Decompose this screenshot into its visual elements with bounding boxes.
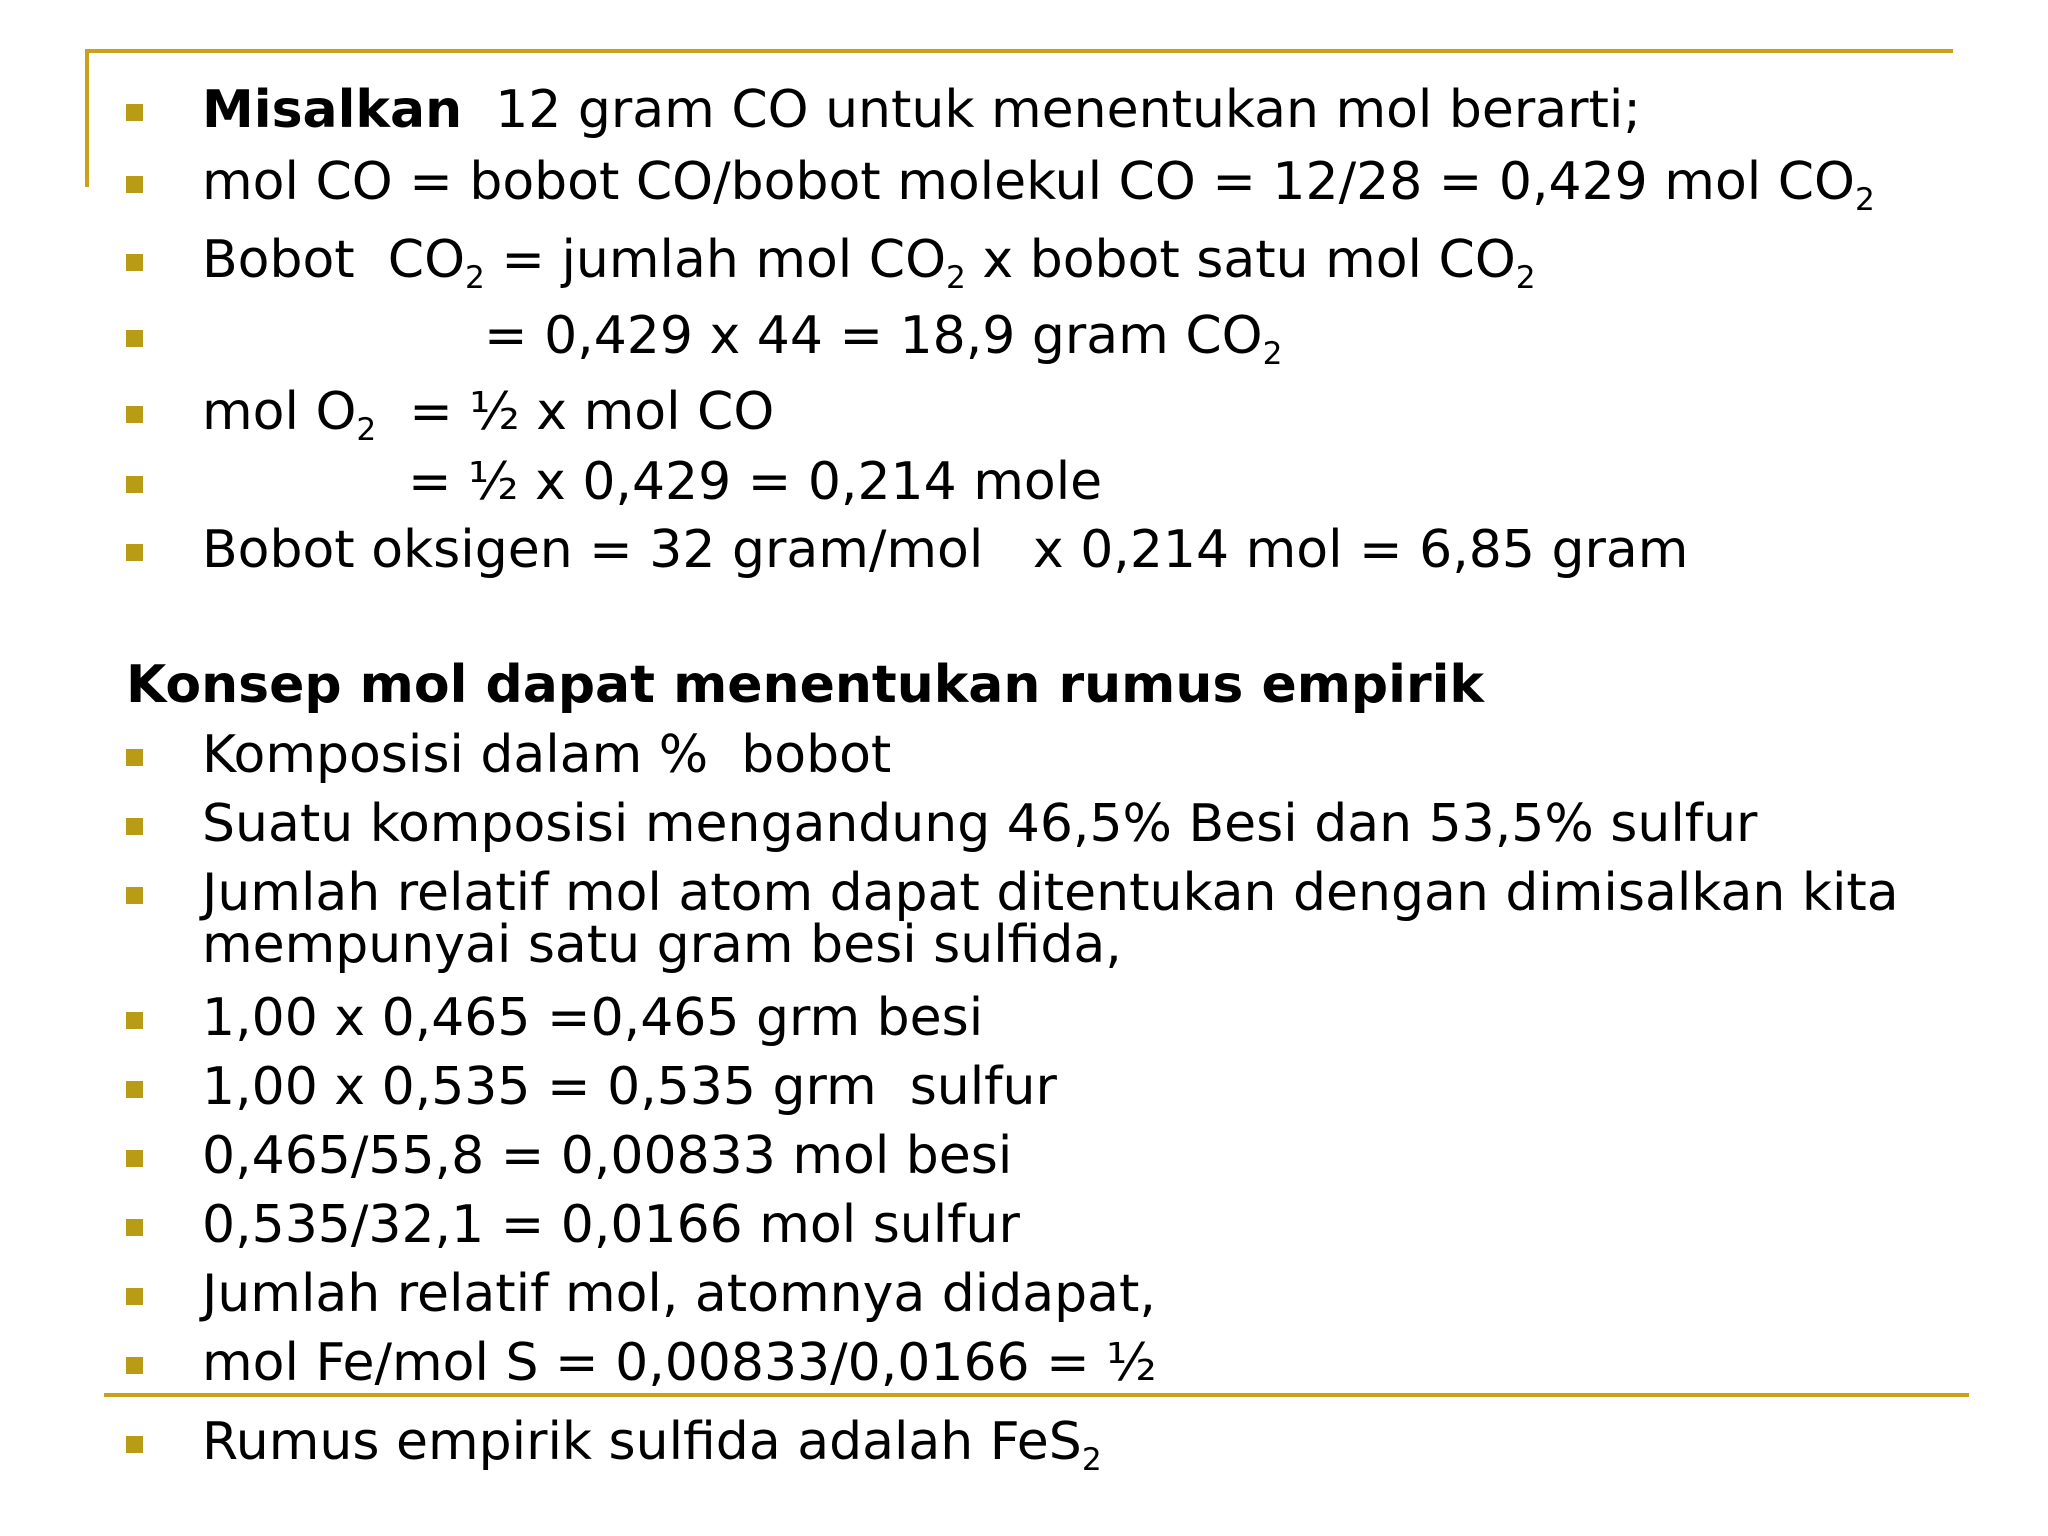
- bullet-square-icon: [126, 176, 143, 193]
- bullet-square-icon: [126, 544, 143, 561]
- frame-bottom-rule: [104, 1393, 1969, 1397]
- item-text: Bobot CO: [202, 230, 465, 290]
- frame-top-rule: [85, 49, 1953, 53]
- bullet-square-icon: [126, 1081, 143, 1098]
- item-text: Suatu komposisi mengandung 46,5% Besi dan 53,5% sulfur: [202, 794, 1758, 854]
- subscript: 2: [1081, 1441, 1102, 1478]
- item-text: mol Fe/mol S = 0,00833/0,0166 = ½: [202, 1333, 1157, 1393]
- bullet-square-icon: [126, 406, 143, 423]
- bullet-square-icon: [126, 749, 143, 766]
- item-text: = jumlah mol CO: [484, 230, 947, 290]
- item-text: mempunyai satu gram besi sulfida,: [202, 915, 1122, 975]
- subscript: 2: [356, 411, 377, 448]
- bullet-square-icon: [126, 1219, 143, 1236]
- emphasis-text: Misalkan: [202, 80, 463, 140]
- subscript: 2: [1262, 335, 1283, 372]
- item-text: = ½ x 0,429 = 0,214 mole: [408, 452, 1103, 512]
- item-text: = 0,429 x 44 = 18,9 gram CO: [484, 306, 1263, 366]
- item-text: 0,465/55,8 = 0,00833 mol besi: [202, 1126, 1013, 1186]
- bullet-square-icon: [126, 1357, 143, 1374]
- item-text: Rumus empirik sulfida adalah FeS: [202, 1412, 1082, 1472]
- bullet-square-icon: [126, 818, 143, 835]
- item-text: 1,00 x 0,535 = 0,535 grm sulfur: [202, 1057, 1057, 1117]
- bullet-square-icon: [126, 1150, 143, 1167]
- bullet-square-icon: [126, 887, 143, 904]
- subscript: 2: [465, 259, 485, 296]
- item-text: Komposisi dalam % bobot: [202, 725, 892, 785]
- bullet-square-icon: [126, 330, 143, 347]
- item-text: 12 gram CO untuk menentukan mol berarti;: [462, 80, 1641, 140]
- item-text: = ½ x mol CO: [376, 382, 775, 442]
- bullet-square-icon: [126, 1436, 143, 1453]
- item-text: Bobot oksigen = 32 gram/mol x 0,214 mol = 6,85 gram: [202, 520, 1689, 580]
- section-heading: Konsep mol dapat menentukan rumus empirik: [126, 655, 1484, 715]
- bullet-square-icon: [126, 254, 143, 271]
- item-text: Jumlah relatif mol atom dapat ditentukan dengan dimisalkan kita: [202, 863, 1899, 923]
- bullet-square-icon: [126, 104, 143, 121]
- item-text: 0,535/32,1 = 0,0166 mol sulfur: [202, 1195, 1020, 1255]
- bullet-square-icon: [126, 476, 143, 493]
- bullet-square-icon: [126, 1288, 143, 1305]
- frame-left-rule: [85, 49, 89, 187]
- subscript: 2: [1515, 259, 1536, 296]
- item-text: Jumlah relatif mol, atomnya didapat,: [202, 1264, 1156, 1324]
- bullet-square-icon: [126, 1012, 143, 1029]
- item-text: mol O: [202, 382, 357, 442]
- item-text: mol CO = bobot CO/bobot molekul CO = 12/28 = 0,429 mol CO: [202, 152, 1855, 212]
- item-text: 1,00 x 0,465 =0,465 grm besi: [202, 988, 984, 1048]
- subscript: 2: [1854, 181, 1875, 218]
- subscript: 2: [946, 259, 966, 296]
- item-text: x bobot satu mol CO: [965, 230, 1516, 290]
